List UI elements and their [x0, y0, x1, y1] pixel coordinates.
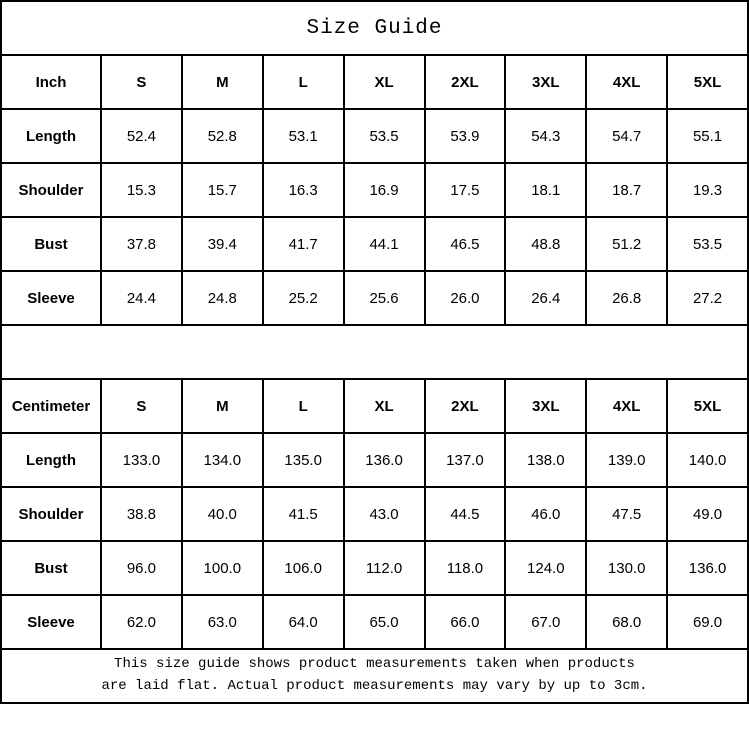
measurement-cell: 26.0	[425, 271, 506, 325]
measurement-cell: 54.3	[505, 109, 586, 163]
cm-unit-header: Centimeter	[1, 379, 101, 433]
cm-shoulder-row	[1, 487, 748, 541]
inch-shoulder-row	[1, 163, 748, 217]
row-label-sleeve: Sleeve	[1, 271, 101, 325]
measurement-cell: 43.0	[344, 487, 425, 541]
measurement-cell: 24.4	[101, 271, 182, 325]
size-header-5xl: 5XL	[667, 55, 748, 109]
measurement-cell: 52.8	[182, 109, 263, 163]
row-label-sleeve: Sleeve	[1, 595, 101, 649]
measurement-cell: 46.5	[425, 217, 506, 271]
measurement-cell: 49.0	[667, 487, 748, 541]
measurement-cell: 124.0	[505, 541, 586, 595]
row-label-bust: Bust	[1, 217, 101, 271]
measurement-cell: 51.2	[586, 217, 667, 271]
inch-bust-row	[1, 217, 748, 271]
measurement-cell: 15.7	[182, 163, 263, 217]
size-header-2xl: 2XL	[425, 379, 506, 433]
measurement-cell: 53.5	[667, 217, 748, 271]
measurement-cell: 138.0	[505, 433, 586, 487]
row-label-length: Length	[1, 433, 101, 487]
measurement-cell: 68.0	[586, 595, 667, 649]
size-header-m: M	[182, 55, 263, 109]
size-header-xl: XL	[344, 55, 425, 109]
measurement-cell: 54.7	[586, 109, 667, 163]
size-header-3xl: 3XL	[505, 55, 586, 109]
measurement-cell: 140.0	[667, 433, 748, 487]
footer-note-line2: are laid flat. Actual product measurements may vary by up to 3cm.	[101, 678, 648, 694]
measurement-cell: 66.0	[425, 595, 506, 649]
measurement-cell: 38.8	[101, 487, 182, 541]
cm-bust-row	[1, 541, 748, 595]
cm-header-row	[1, 379, 748, 433]
size-header-2xl: 2XL	[425, 55, 506, 109]
size-header-l: L	[263, 379, 344, 433]
spacer-row	[1, 325, 748, 379]
row-label-shoulder: Shoulder	[1, 163, 101, 217]
measurement-cell: 53.5	[344, 109, 425, 163]
measurement-cell: 136.0	[344, 433, 425, 487]
footer-row	[1, 649, 748, 703]
measurement-cell: 48.8	[505, 217, 586, 271]
size-header-3xl: 3XL	[505, 379, 586, 433]
measurement-cell: 44.5	[425, 487, 506, 541]
measurement-cell: 46.0	[505, 487, 586, 541]
measurement-cell: 40.0	[182, 487, 263, 541]
measurement-cell: 18.1	[505, 163, 586, 217]
measurement-cell: 53.9	[425, 109, 506, 163]
measurement-cell: 62.0	[101, 595, 182, 649]
measurement-cell: 52.4	[101, 109, 182, 163]
measurement-cell: 135.0	[263, 433, 344, 487]
measurement-cell: 41.7	[263, 217, 344, 271]
measurement-cell: 53.1	[263, 109, 344, 163]
footer-note-line1: This size guide shows product measurements taken when products	[114, 656, 635, 673]
measurement-cell: 130.0	[586, 541, 667, 595]
measurement-cell: 17.5	[425, 163, 506, 217]
measurement-cell: 69.0	[667, 595, 748, 649]
measurement-cell: 26.8	[586, 271, 667, 325]
size-header-4xl: 4XL	[586, 379, 667, 433]
measurement-cell: 37.8	[101, 217, 182, 271]
measurement-cell: 134.0	[182, 433, 263, 487]
measurement-cell: 16.9	[344, 163, 425, 217]
size-header-xl: XL	[344, 379, 425, 433]
row-label-length: Length	[1, 109, 101, 163]
measurement-cell: 27.2	[667, 271, 748, 325]
cm-length-row	[1, 433, 748, 487]
measurement-cell: 44.1	[344, 217, 425, 271]
measurement-cell: 133.0	[101, 433, 182, 487]
measurement-cell: 25.6	[344, 271, 425, 325]
measurement-cell: 139.0	[586, 433, 667, 487]
inch-length-row	[1, 109, 748, 163]
size-header-m: M	[182, 379, 263, 433]
table-gap	[1, 325, 748, 379]
size-header-l: L	[263, 55, 344, 109]
measurement-cell: 137.0	[425, 433, 506, 487]
size-header-s: S	[101, 55, 182, 109]
measurement-cell: 63.0	[182, 595, 263, 649]
measurement-cell: 55.1	[667, 109, 748, 163]
measurement-cell: 15.3	[101, 163, 182, 217]
measurement-cell: 24.8	[182, 271, 263, 325]
size-header-5xl: 5XL	[667, 379, 748, 433]
inch-sleeve-row	[1, 271, 748, 325]
page-title: Size Guide	[1, 1, 748, 55]
measurement-cell: 18.7	[586, 163, 667, 217]
measurement-cell: 118.0	[425, 541, 506, 595]
title-row	[1, 1, 748, 55]
measurement-cell: 16.3	[263, 163, 344, 217]
measurement-cell: 26.4	[505, 271, 586, 325]
measurement-cell: 67.0	[505, 595, 586, 649]
measurement-cell: 96.0	[101, 541, 182, 595]
measurement-cell: 100.0	[182, 541, 263, 595]
inch-unit-header: Inch	[1, 55, 101, 109]
measurement-cell: 136.0	[667, 541, 748, 595]
size-header-s: S	[101, 379, 182, 433]
measurement-cell: 65.0	[344, 595, 425, 649]
row-label-bust: Bust	[1, 541, 101, 595]
size-header-4xl: 4XL	[586, 55, 667, 109]
measurement-cell: 39.4	[182, 217, 263, 271]
measurement-cell: 19.3	[667, 163, 748, 217]
measurement-cell: 112.0	[344, 541, 425, 595]
measurement-cell: 41.5	[263, 487, 344, 541]
inch-header-row	[1, 55, 748, 109]
cm-sleeve-row	[1, 595, 748, 649]
row-label-shoulder: Shoulder	[1, 487, 101, 541]
measurement-cell: 106.0	[263, 541, 344, 595]
footer-note	[1, 649, 748, 703]
measurement-cell: 25.2	[263, 271, 344, 325]
measurement-cell: 64.0	[263, 595, 344, 649]
measurement-cell: 47.5	[586, 487, 667, 541]
